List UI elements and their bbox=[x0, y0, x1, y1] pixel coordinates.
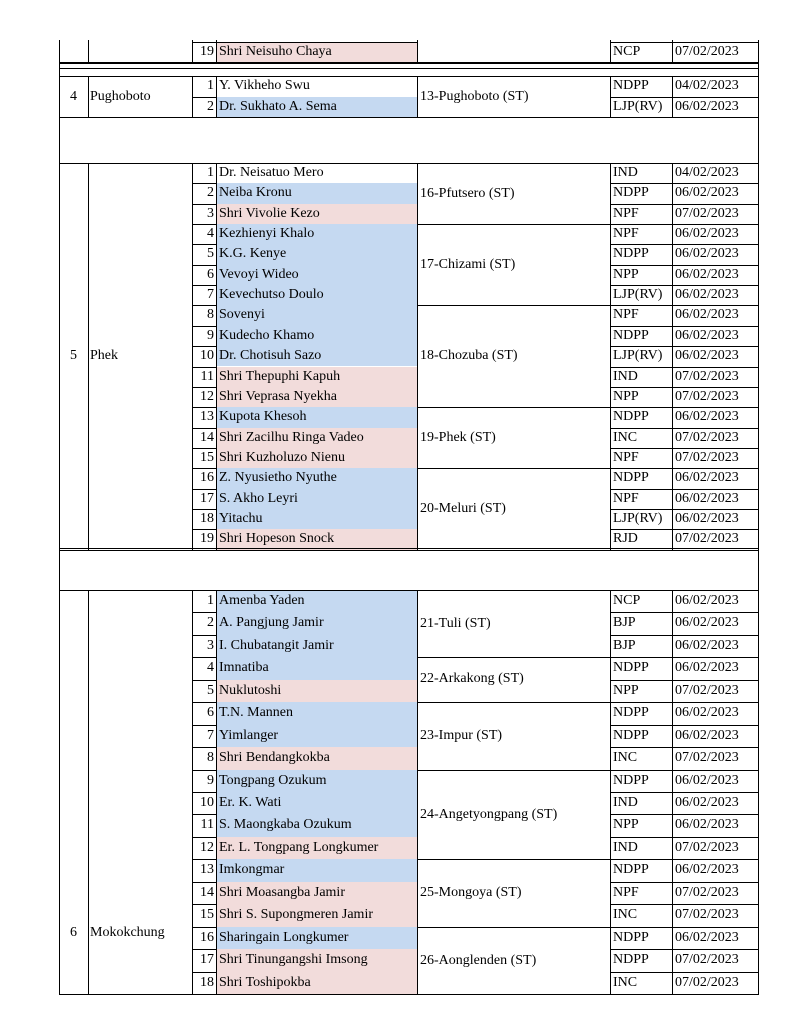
candidate-name: I. Chubatangit Jamir bbox=[216, 635, 417, 657]
party-name: NDPP bbox=[613, 185, 649, 201]
nomination-date: 06/02/2023 bbox=[675, 637, 739, 653]
column-line bbox=[192, 590, 193, 995]
serial-number: 8 bbox=[207, 307, 214, 323]
column-line bbox=[88, 40, 89, 64]
candidate-name: Shri Bendangkokba bbox=[216, 747, 417, 769]
row-line bbox=[610, 42, 758, 43]
candidate-name: Shri Zacilhu Ringa Vadeo bbox=[216, 428, 417, 448]
serial-number: 16 bbox=[200, 929, 214, 945]
serial-number: 16 bbox=[200, 470, 214, 486]
column-line bbox=[59, 40, 60, 64]
nomination-date: 07/02/2023 bbox=[675, 205, 739, 221]
section-top-line bbox=[59, 76, 759, 77]
column-line bbox=[417, 163, 418, 551]
nomination-date: 06/02/2023 bbox=[675, 795, 739, 810]
serial-number: 1 bbox=[207, 165, 214, 180]
constituency-name: 18-Chozuba (ST) bbox=[420, 348, 518, 364]
party-name: NPP bbox=[613, 266, 639, 282]
candidate-name: Shri Toshipokba bbox=[216, 972, 417, 994]
nomination-date: 04/02/2023 bbox=[675, 78, 739, 93]
constituency-name: 26-Aonglenden (ST) bbox=[420, 952, 537, 968]
serial-number: 17 bbox=[200, 952, 214, 968]
candidate-name: Shri Hopeson Snock bbox=[216, 529, 417, 549]
serial-number: 19 bbox=[200, 44, 214, 59]
column-line bbox=[758, 40, 759, 64]
nomination-date: 06/02/2023 bbox=[675, 705, 739, 721]
serial-number: 4 bbox=[207, 226, 214, 242]
nomination-date: 06/02/2023 bbox=[675, 409, 739, 425]
candidate-name: Shri Moasangba Jamir bbox=[216, 882, 417, 904]
party-name: LJP(RV) bbox=[613, 98, 663, 114]
column-line bbox=[88, 590, 89, 995]
gap-frame-line bbox=[59, 548, 759, 549]
column-line bbox=[216, 590, 217, 995]
column-line bbox=[672, 163, 673, 551]
serial-number: 13 bbox=[200, 409, 214, 425]
party-name: NPF bbox=[613, 490, 639, 506]
serial-number: 4 bbox=[207, 660, 214, 676]
serial-number: 1 bbox=[207, 78, 214, 93]
party-name: NDPP bbox=[613, 409, 649, 425]
candidate-name: Yimlanger bbox=[216, 725, 417, 747]
column-line bbox=[59, 163, 60, 551]
serial-number: 15 bbox=[200, 449, 214, 465]
nomination-date: 07/02/2023 bbox=[675, 750, 739, 766]
party-name: NPF bbox=[613, 307, 639, 323]
candidate-name: Tongpang Ozukum bbox=[216, 770, 417, 792]
district-number: 4 bbox=[70, 89, 77, 104]
party-name: NDPP bbox=[613, 952, 649, 968]
party-name: LJP(RV) bbox=[613, 510, 663, 526]
serial-number: 9 bbox=[207, 772, 214, 788]
party-name: NPP bbox=[613, 682, 639, 698]
constituency-name: 19-Phek (ST) bbox=[420, 430, 496, 446]
party-name: NDPP bbox=[613, 470, 649, 486]
serial-number: 7 bbox=[207, 727, 214, 743]
nomination-date: 07/02/2023 bbox=[675, 368, 739, 384]
nomination-date: 06/02/2023 bbox=[675, 490, 739, 506]
column-line bbox=[417, 76, 418, 118]
nomination-date: 06/02/2023 bbox=[675, 348, 739, 364]
serial-number: 2 bbox=[207, 98, 214, 114]
serial-number: 2 bbox=[207, 615, 214, 631]
party-name: IND bbox=[613, 795, 638, 810]
column-line bbox=[192, 76, 193, 118]
candidate-name: Amenba Yaden bbox=[216, 590, 417, 612]
nomination-date: 06/02/2023 bbox=[675, 615, 739, 631]
nomination-date: 06/02/2023 bbox=[675, 470, 739, 486]
serial-number: 2 bbox=[207, 185, 214, 201]
serial-number: 8 bbox=[207, 750, 214, 766]
serial-number: 18 bbox=[200, 510, 214, 526]
gap-frame-line bbox=[59, 548, 60, 590]
candidate-name: Er. K. Wati bbox=[216, 792, 417, 814]
column-line bbox=[672, 76, 673, 118]
column-line bbox=[672, 590, 673, 995]
district-number: 5 bbox=[70, 348, 77, 363]
column-line bbox=[758, 163, 759, 551]
candidate-name: Shri Vivolie Kezo bbox=[216, 204, 417, 224]
nomination-date: 06/02/2023 bbox=[675, 266, 739, 282]
nomination-date: 07/02/2023 bbox=[675, 839, 739, 855]
party-name: NDPP bbox=[613, 727, 649, 743]
candidate-name: Kezhienyi Khalo bbox=[216, 224, 417, 244]
serial-number: 10 bbox=[200, 795, 214, 810]
district-name: Pughoboto bbox=[90, 89, 151, 104]
section-top-line bbox=[59, 163, 759, 164]
candidate-name: Imnatiba bbox=[216, 657, 417, 679]
serial-number: 7 bbox=[207, 287, 214, 303]
column-line bbox=[758, 76, 759, 118]
party-name: NPP bbox=[613, 388, 639, 404]
nomination-date: 06/02/2023 bbox=[675, 929, 739, 945]
constituency-name: 24-Angetyongpang (ST) bbox=[420, 806, 558, 822]
section-bottom-line bbox=[59, 994, 759, 995]
nomination-date: 07/02/2023 bbox=[675, 388, 739, 404]
party-name: BJP bbox=[613, 637, 636, 653]
nomination-date: 07/02/2023 bbox=[675, 429, 739, 445]
gap-frame-line bbox=[59, 62, 759, 63]
party-name: LJP(RV) bbox=[613, 287, 663, 303]
gap-frame-line bbox=[59, 68, 759, 69]
column-line bbox=[610, 76, 611, 118]
party-name: NPF bbox=[613, 205, 639, 221]
column-line bbox=[417, 40, 418, 64]
party-name: NDPP bbox=[613, 660, 649, 676]
party-name: IND bbox=[613, 165, 638, 180]
nomination-date: 07/02/2023 bbox=[675, 974, 739, 990]
candidate-name: Sharingain Longkumer bbox=[216, 927, 417, 949]
gap-frame-line bbox=[758, 548, 759, 590]
gap-frame-line bbox=[59, 62, 60, 76]
candidate-name: Kudecho Khamo bbox=[216, 326, 417, 346]
district-number: 6 bbox=[70, 925, 77, 941]
party-name: NPF bbox=[613, 449, 639, 465]
serial-number: 15 bbox=[200, 907, 214, 923]
party-name: NDPP bbox=[613, 78, 649, 93]
candidate-name: Dr. Neisatuo Mero bbox=[219, 165, 324, 180]
serial-number: 14 bbox=[200, 884, 214, 900]
nomination-date: 07/02/2023 bbox=[675, 884, 739, 900]
party-name: NDPP bbox=[613, 705, 649, 721]
nomination-date: 07/02/2023 bbox=[675, 682, 739, 698]
candidate-name: Vevoyi Wideo bbox=[216, 265, 417, 285]
nomination-date: 06/02/2023 bbox=[675, 226, 739, 242]
serial-number: 11 bbox=[200, 817, 214, 833]
nomination-date: 06/02/2023 bbox=[675, 98, 739, 114]
serial-number: 17 bbox=[200, 490, 214, 506]
party-name: INC bbox=[613, 907, 638, 923]
candidate-name: Kupota Khesoh bbox=[216, 407, 417, 427]
candidate-name: Shri Neisuho Chaya bbox=[216, 42, 417, 63]
serial-number: 11 bbox=[200, 368, 214, 384]
column-line bbox=[610, 163, 611, 551]
party-name: INC bbox=[613, 750, 638, 766]
serial-number: 12 bbox=[200, 388, 214, 404]
party-name: NDPP bbox=[613, 327, 649, 343]
nomination-date: 06/02/2023 bbox=[675, 727, 739, 743]
nomination-date: 07/02/2023 bbox=[675, 531, 739, 547]
nomination-date: 06/02/2023 bbox=[675, 593, 739, 608]
candidate-name: Neiba Kronu bbox=[216, 183, 417, 203]
gap-frame-line bbox=[59, 117, 759, 118]
candidate-name: S. Akho Leyri bbox=[216, 489, 417, 509]
column-line bbox=[758, 590, 759, 995]
candidate-name: Shri Thepuphi Kapuh bbox=[216, 367, 417, 387]
serial-number: 1 bbox=[207, 593, 214, 608]
column-line bbox=[216, 163, 217, 551]
party-name: LJP(RV) bbox=[613, 348, 663, 364]
nomination-date: 06/02/2023 bbox=[675, 185, 739, 201]
serial-number: 18 bbox=[200, 974, 214, 990]
candidate-name: A. Pangjung Jamir bbox=[216, 612, 417, 634]
candidate-name: Nuklutoshi bbox=[216, 680, 417, 702]
serial-number: 10 bbox=[200, 348, 214, 364]
candidate-name: K.G. Kenye bbox=[216, 244, 417, 264]
nomination-date: 06/02/2023 bbox=[675, 660, 739, 676]
nomination-date: 04/02/2023 bbox=[675, 165, 739, 180]
constituency-name: 21-Tuli (ST) bbox=[420, 616, 491, 631]
nomination-date: 07/02/2023 bbox=[675, 907, 739, 923]
candidate-name: Shri Kuzholuzo Nienu bbox=[216, 448, 417, 468]
district-name: Mokokchung bbox=[90, 925, 165, 941]
party-name: NPP bbox=[613, 817, 639, 833]
candidate-name: Dr. Sukhato A. Sema bbox=[216, 97, 417, 118]
column-line bbox=[59, 590, 60, 995]
candidate-name: T.N. Mannen bbox=[216, 702, 417, 724]
serial-number: 13 bbox=[200, 862, 214, 878]
district-name: Phek bbox=[90, 348, 118, 363]
column-line bbox=[88, 163, 89, 551]
candidate-name: Y. Vikheho Swu bbox=[219, 78, 310, 93]
candidate-name: Shri Tinungangshi Imsong bbox=[216, 949, 417, 971]
party-name: NPF bbox=[613, 884, 639, 900]
serial-number: 19 bbox=[200, 531, 214, 547]
section-bottom-line bbox=[59, 550, 759, 551]
party-name: NDPP bbox=[613, 862, 649, 878]
candidate-name: Sovenyi bbox=[216, 305, 417, 325]
column-line bbox=[672, 40, 673, 64]
nomination-date: 06/02/2023 bbox=[675, 327, 739, 343]
constituency-name: 13-Pughoboto (ST) bbox=[420, 89, 529, 104]
nomination-date: 06/02/2023 bbox=[675, 772, 739, 788]
gap-frame-line bbox=[758, 62, 759, 76]
party-name: INC bbox=[613, 974, 638, 990]
serial-number: 9 bbox=[207, 327, 214, 343]
column-line bbox=[216, 40, 217, 64]
candidate-name: Yitachu bbox=[216, 509, 417, 529]
party-name: NCP bbox=[613, 593, 641, 608]
candidate-name: Z. Nyusietho Nyuthe bbox=[216, 468, 417, 488]
nomination-date: 07/02/2023 bbox=[675, 44, 739, 59]
party-name: INC bbox=[613, 429, 638, 445]
column-line bbox=[610, 40, 611, 64]
serial-number: 3 bbox=[207, 205, 214, 221]
serial-number: 6 bbox=[207, 266, 214, 282]
party-name: NPF bbox=[613, 226, 639, 242]
party-name: NDPP bbox=[613, 772, 649, 788]
section-top-line bbox=[59, 590, 759, 591]
constituency-name: 22-Arkakong (ST) bbox=[420, 671, 524, 687]
column-line bbox=[88, 76, 89, 118]
candidate-name: Shri Veprasa Nyekha bbox=[216, 387, 417, 407]
column-line bbox=[216, 76, 217, 118]
nomination-date: 06/02/2023 bbox=[675, 510, 739, 526]
serial-number: 5 bbox=[207, 682, 214, 698]
column-line bbox=[610, 590, 611, 995]
party-name: IND bbox=[613, 839, 638, 855]
nomination-date: 06/02/2023 bbox=[675, 817, 739, 833]
constituency-name: 16-Pfutsero (ST) bbox=[420, 186, 515, 201]
nomination-date: 06/02/2023 bbox=[675, 307, 739, 323]
nomination-date: 06/02/2023 bbox=[675, 862, 739, 878]
gap-frame-line bbox=[758, 117, 759, 163]
candidate-name: Dr. Chotisuh Sazo bbox=[216, 346, 417, 366]
column-line bbox=[192, 163, 193, 551]
party-name: NDPP bbox=[613, 246, 649, 262]
party-name: NDPP bbox=[613, 929, 649, 945]
serial-number: 3 bbox=[207, 637, 214, 653]
candidate-name: Er. L. Tongpang Longkumer bbox=[216, 837, 417, 859]
party-name: NCP bbox=[613, 44, 641, 59]
serial-number: 6 bbox=[207, 705, 214, 721]
column-line bbox=[192, 40, 193, 64]
party-name: BJP bbox=[613, 615, 636, 631]
nomination-date: 07/02/2023 bbox=[675, 952, 739, 968]
candidate-name: Kevechutso Doulo bbox=[216, 285, 417, 305]
nomination-date: 06/02/2023 bbox=[675, 246, 739, 262]
constituency-name: 17-Chizami (ST) bbox=[420, 257, 516, 273]
constituency-name: 20-Meluri (ST) bbox=[420, 501, 506, 517]
serial-number: 5 bbox=[207, 246, 214, 262]
serial-number: 12 bbox=[200, 839, 214, 855]
nomination-date: 07/02/2023 bbox=[675, 449, 739, 465]
candidate-name: Shri S. Supongmeren Jamir bbox=[216, 904, 417, 926]
column-line bbox=[59, 76, 60, 118]
party-name: RJD bbox=[613, 531, 638, 547]
gap-frame-line bbox=[59, 117, 60, 163]
constituency-name: 25-Mongoya (ST) bbox=[420, 885, 522, 901]
candidate-name: Imkongmar bbox=[216, 859, 417, 881]
serial-number: 14 bbox=[200, 429, 214, 445]
candidate-name: S. Maongkaba Ozukum bbox=[216, 814, 417, 836]
row-line bbox=[192, 42, 417, 43]
party-name: IND bbox=[613, 368, 638, 384]
nomination-date: 06/02/2023 bbox=[675, 287, 739, 303]
constituency-name: 23-Impur (ST) bbox=[420, 728, 503, 744]
column-line bbox=[417, 590, 418, 995]
